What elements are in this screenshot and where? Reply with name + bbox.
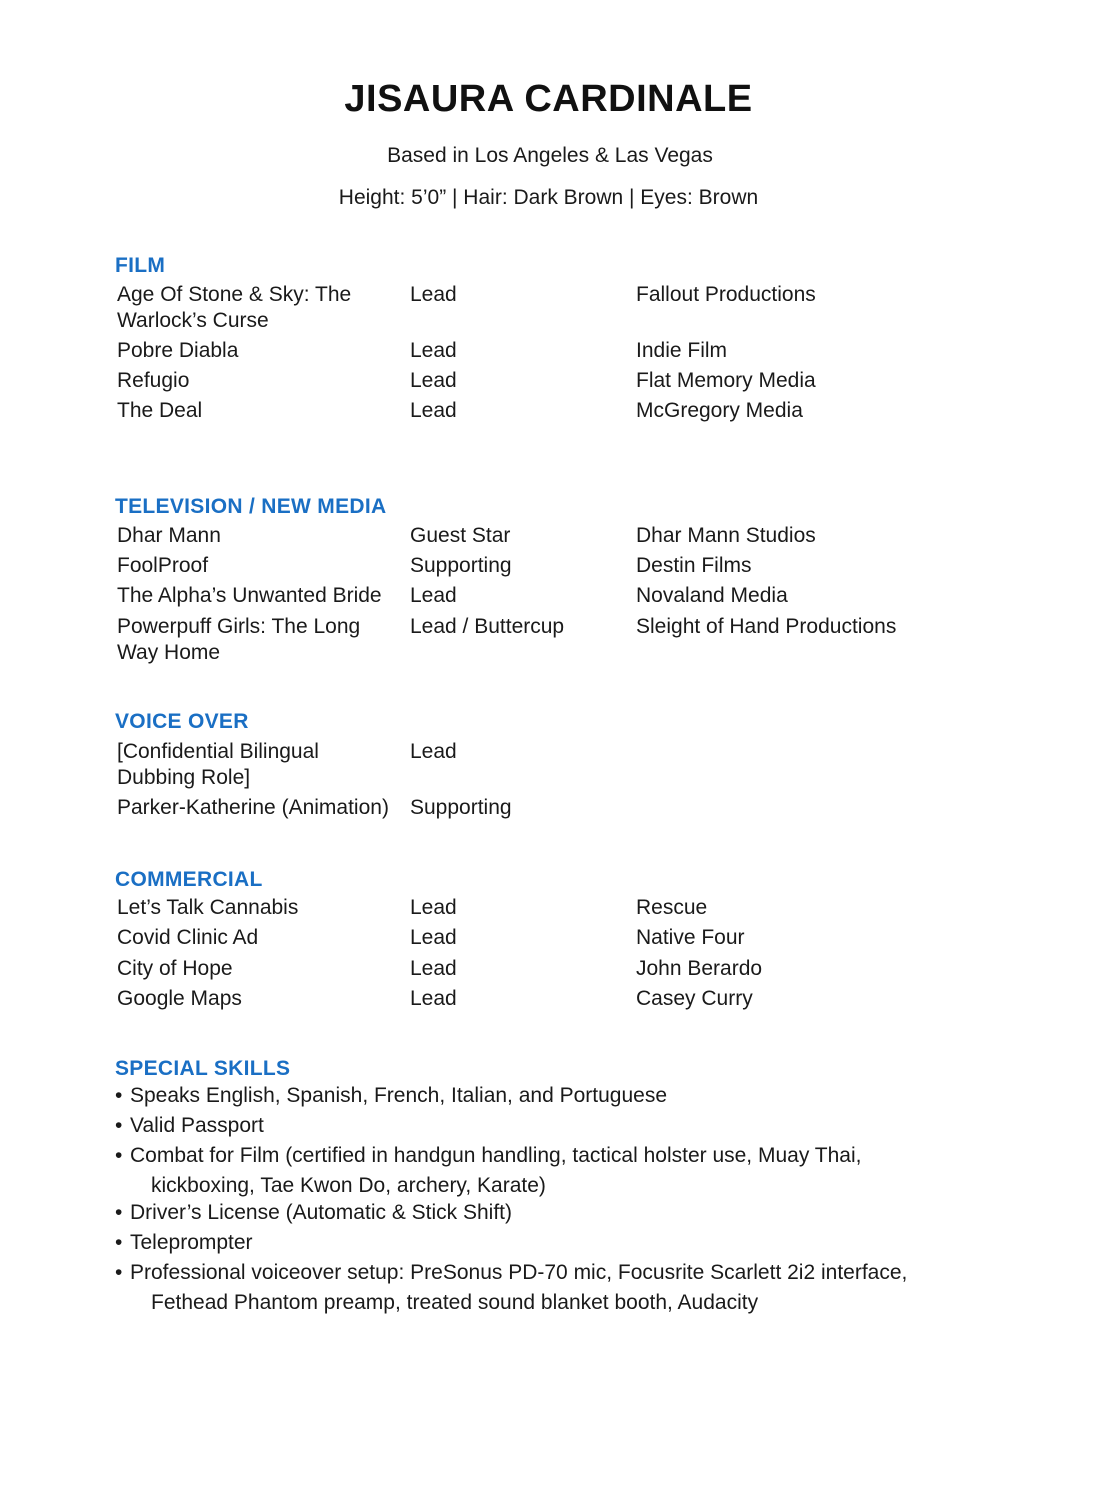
- commercial-role: Lead: [410, 926, 457, 949]
- commercial-role: Lead: [410, 896, 457, 919]
- section-title-film: FILM: [115, 254, 166, 277]
- skill-text: Professional voiceover setup: PreSonus PD-70 mic, Focusrite Scarlett 2i2 interface,: [130, 1261, 908, 1284]
- commercial-role: Lead: [410, 987, 457, 1010]
- film-project: The Deal: [117, 399, 203, 422]
- commercial-company: Casey Curry: [636, 987, 753, 1010]
- commercial-role: Lead: [410, 957, 457, 980]
- skill-text: Teleprompter: [130, 1231, 253, 1254]
- skill-item: [115, 1081, 985, 1111]
- television-role: Supporting: [410, 554, 512, 577]
- commercial-company: Native Four: [636, 926, 745, 949]
- skill-text-continued: Fethead Phantom preamp, treated sound blanket booth, Audacity: [151, 1291, 759, 1314]
- commercial-project: Let’s Talk Cannabis: [117, 896, 299, 919]
- skill-text-continued: kickboxing, Tae Kwon Do, archery, Karate): [151, 1174, 546, 1197]
- commercial-project: Covid Clinic Ad: [117, 926, 259, 949]
- television-company: Destin Films: [636, 554, 752, 577]
- commercial-company: Rescue: [636, 896, 708, 919]
- location-line: Based in Los Angeles & Las Vegas: [387, 144, 713, 167]
- commercial-project: City of Hope: [117, 957, 233, 980]
- bullet-icon: •: [115, 1261, 123, 1284]
- skill-text: Valid Passport: [130, 1114, 264, 1137]
- television-role: Lead: [410, 584, 457, 607]
- film-project: Age Of Stone & Sky: The Warlock’s Curse: [117, 283, 352, 332]
- film-company: Indie Film: [636, 339, 728, 362]
- film-role: Lead: [410, 369, 457, 392]
- television-company: Novaland Media: [636, 584, 788, 607]
- section-title-voice-over: VOICE OVER: [115, 710, 249, 733]
- bullet-icon: •: [115, 1084, 123, 1107]
- voice-over-role: Supporting: [410, 796, 512, 819]
- commercial-company: John Berardo: [636, 957, 763, 980]
- skill-item: [115, 1228, 985, 1258]
- television-project: FoolProof: [117, 554, 209, 577]
- physical-stats-line: Height: 5’0” | Hair: Dark Brown | Eyes: Brown: [338, 186, 759, 209]
- film-role: Lead: [410, 399, 457, 422]
- television-project: Powerpuff Girls: The Long Way Home: [117, 615, 361, 664]
- bullet-icon: •: [115, 1231, 123, 1254]
- skill-text: Combat for Film (certified in handgun handling, tactical holster use, Muay Thai,: [130, 1144, 862, 1167]
- television-project: The Alpha’s Unwanted Bride: [117, 584, 382, 607]
- voice-over-project: [Confidential Bilingual Dubbing Role]: [117, 740, 319, 789]
- television-company: Sleight of Hand Productions: [636, 615, 897, 638]
- bullet-icon: •: [115, 1201, 123, 1224]
- voice-over-role: Lead: [410, 740, 457, 763]
- television-company: Dhar Mann Studios: [636, 524, 816, 547]
- film-project: Refugio: [117, 369, 190, 392]
- section-title-commercial: COMMERCIAL: [115, 868, 263, 891]
- skill-item: [115, 1258, 985, 1318]
- skill-item: [115, 1111, 985, 1141]
- voice-over-project: Parker-Katherine (Animation): [117, 796, 389, 819]
- film-company: Flat Memory Media: [636, 369, 816, 392]
- bullet-icon: •: [115, 1114, 123, 1137]
- actor-name: JISAURA CARDINALE: [344, 78, 753, 120]
- television-role: Guest Star: [410, 524, 511, 547]
- commercial-project: Google Maps: [117, 987, 242, 1010]
- film-role: Lead: [410, 339, 457, 362]
- film-company: McGregory Media: [636, 399, 803, 422]
- skill-item: [115, 1141, 985, 1201]
- bullet-icon: •: [115, 1144, 123, 1167]
- section-title-special-skills: SPECIAL SKILLS: [115, 1057, 291, 1080]
- television-role: Lead / Buttercup: [410, 615, 565, 638]
- film-role: Lead: [410, 283, 457, 306]
- film-project: Pobre Diabla: [117, 339, 239, 362]
- section-title-television: TELEVISION / NEW MEDIA: [115, 495, 387, 518]
- skill-text: Speaks English, Spanish, French, Italian, and Portuguese: [130, 1084, 667, 1107]
- film-company: Fallout Productions: [636, 283, 816, 306]
- television-project: Dhar Mann: [117, 524, 221, 547]
- skill-text: Driver’s License (Automatic & Stick Shift): [130, 1201, 513, 1224]
- skill-item: [115, 1198, 985, 1228]
